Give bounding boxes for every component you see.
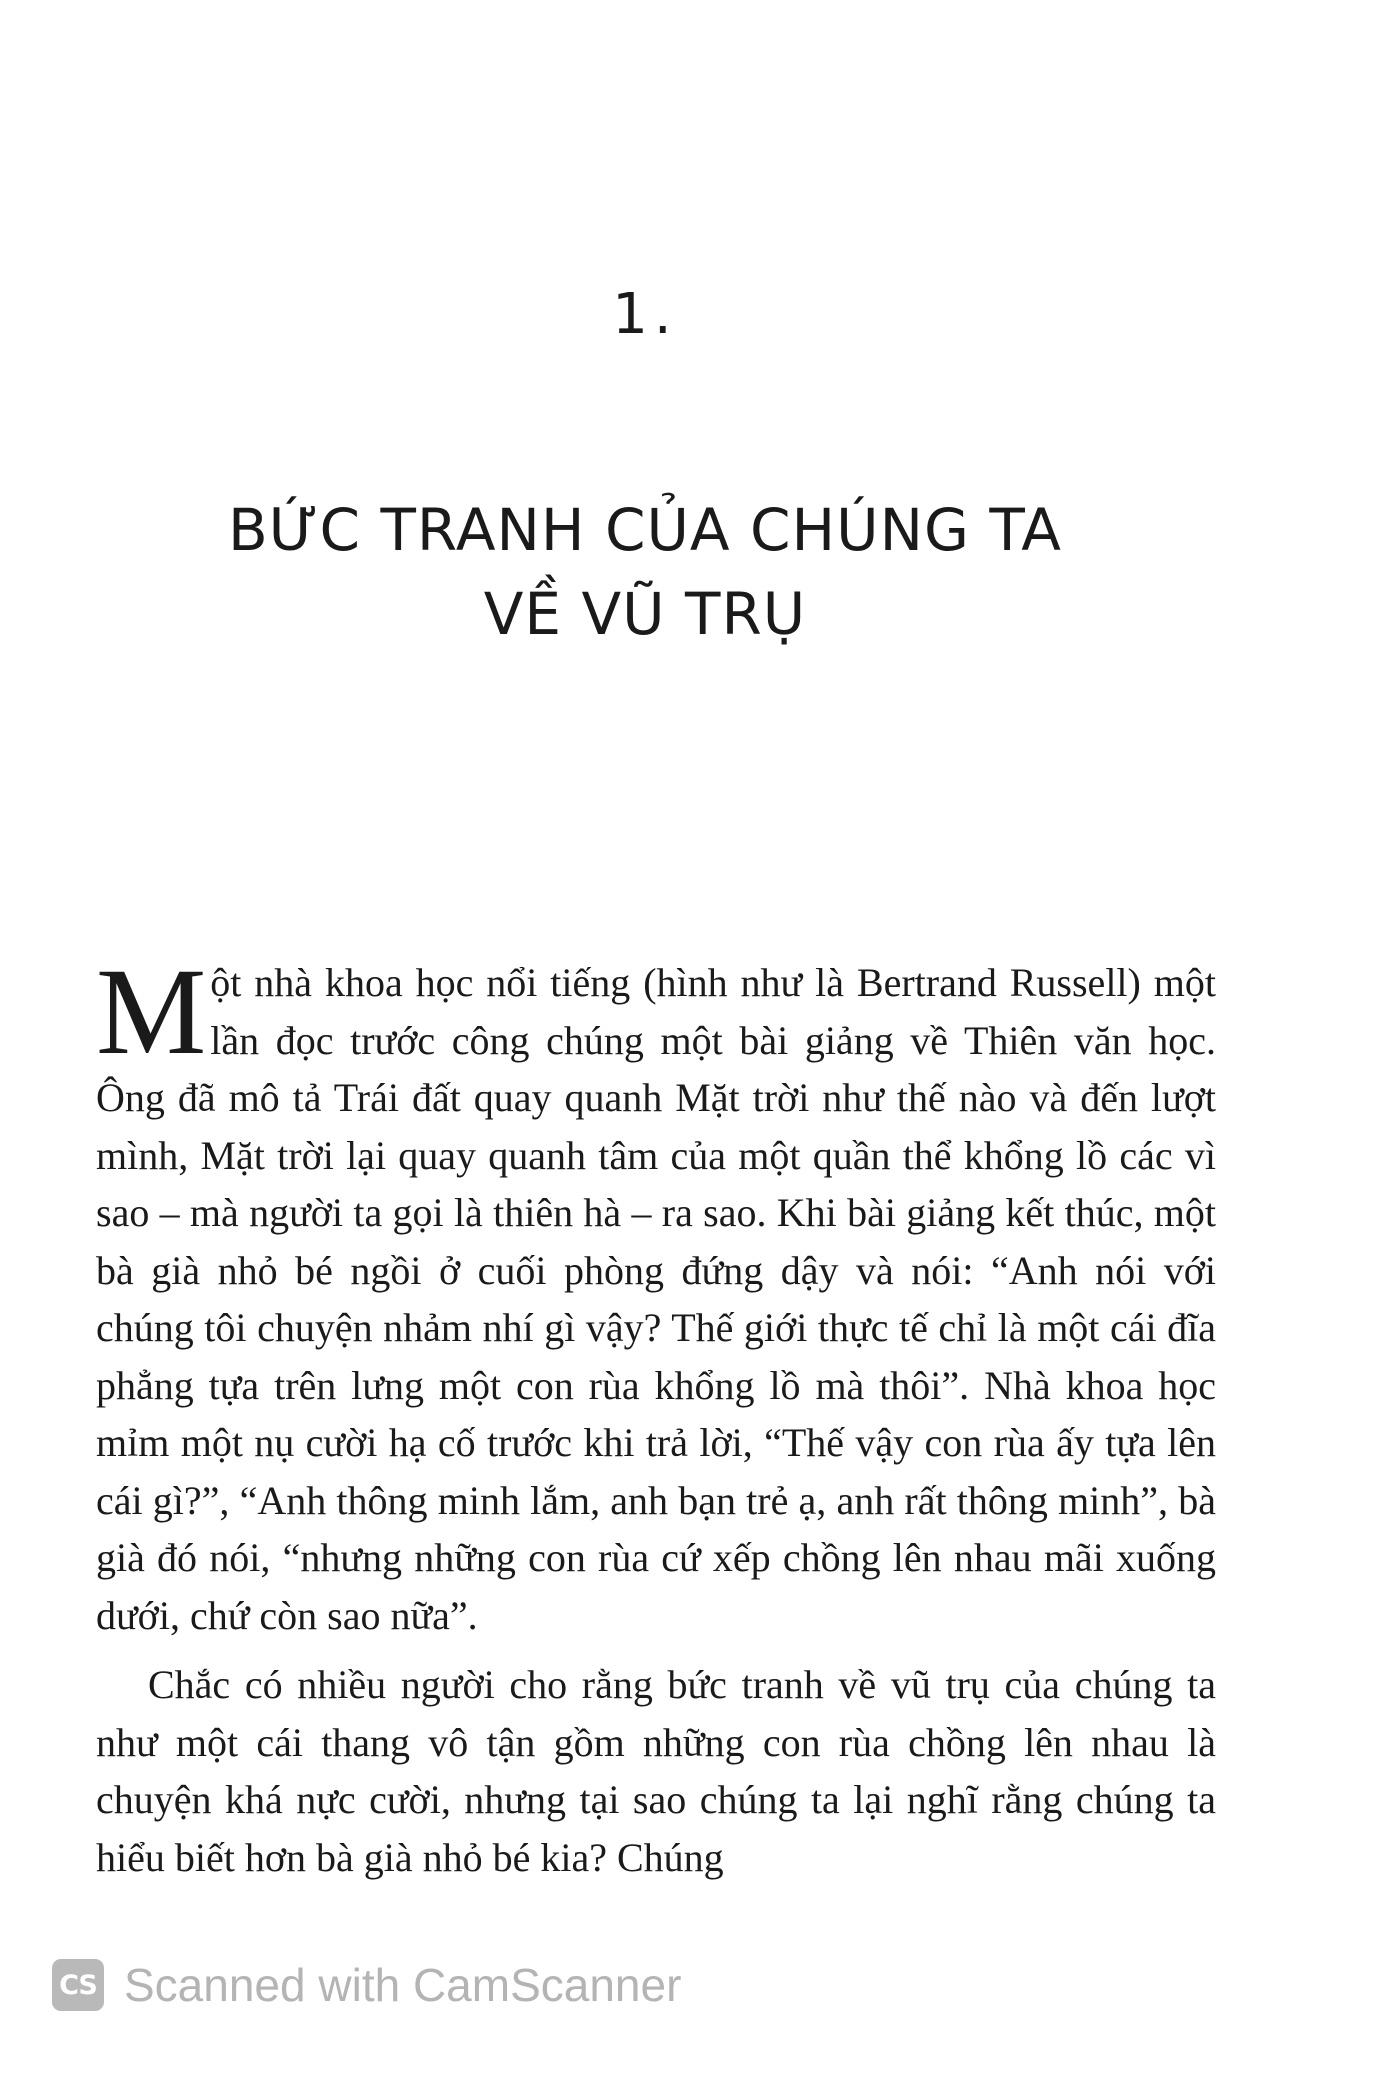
watermark-text: Scanned with CamScanner	[124, 1959, 682, 2011]
paragraph-1: Một nhà khoa học nổi tiếng (hình như là Bertrand Russell) một lần đọc trước công chúng một bài giảng về Thiên văn học. Ông đã mô tả Trái đất quay quanh Mặt trời như thế nào và đến lượt mình, Mặt trời lại quay quanh tâm của một quần thể khổng lồ các vì sao – mà người ta gọi là thiên hà – ra sao. Khi bài giảng kết thúc, một bà già nhỏ bé ngồi ở cuối phòng đứng dậy và nói: “Anh nói với chúng tôi chuyện nhảm nhí gì vậy? Thế giới thực tế chỉ là một cái đĩa phẳng tựa trên lưng một con rùa khổng lồ mà thôi”. Nhà khoa học mỉm một nụ cười hạ cố trước khi trả lời, “Thế vậy con rùa ấy tựa lên cái gì?”, “Anh thông minh lắm, anh bạn trẻ ạ, anh rất thông minh”, bà già đó nói, “nhưng những con rùa cứ xếp chồng lên nhau mãi xuống dưới, chứ còn sao nữa”.	[96, 943, 1216, 1638]
chapter-number: 1.	[612, 282, 678, 347]
chapter-title	[0, 488, 1290, 656]
camscanner-watermark	[52, 1955, 681, 2015]
chapter-title-line-2: VỀ VŨ TRỤ	[483, 580, 807, 648]
body-text	[96, 943, 1216, 1886]
camscanner-logo-icon: CS	[52, 1959, 104, 2011]
paragraph-2: Chắc có nhiều người cho rằng bức tranh về vũ trụ của chúng ta như một cái thang vô tận gồm những con rùa chồng lên nhau là chuyện khá nực cười, nhưng tại sao chúng ta lại nghĩ rằng chúng ta hiểu biết hơn bà già nhỏ bé kia? Chúng	[96, 1662, 1216, 1880]
chapter-title-line-1: BỨC TRANH CỦA CHÚNG TA	[228, 496, 1062, 564]
